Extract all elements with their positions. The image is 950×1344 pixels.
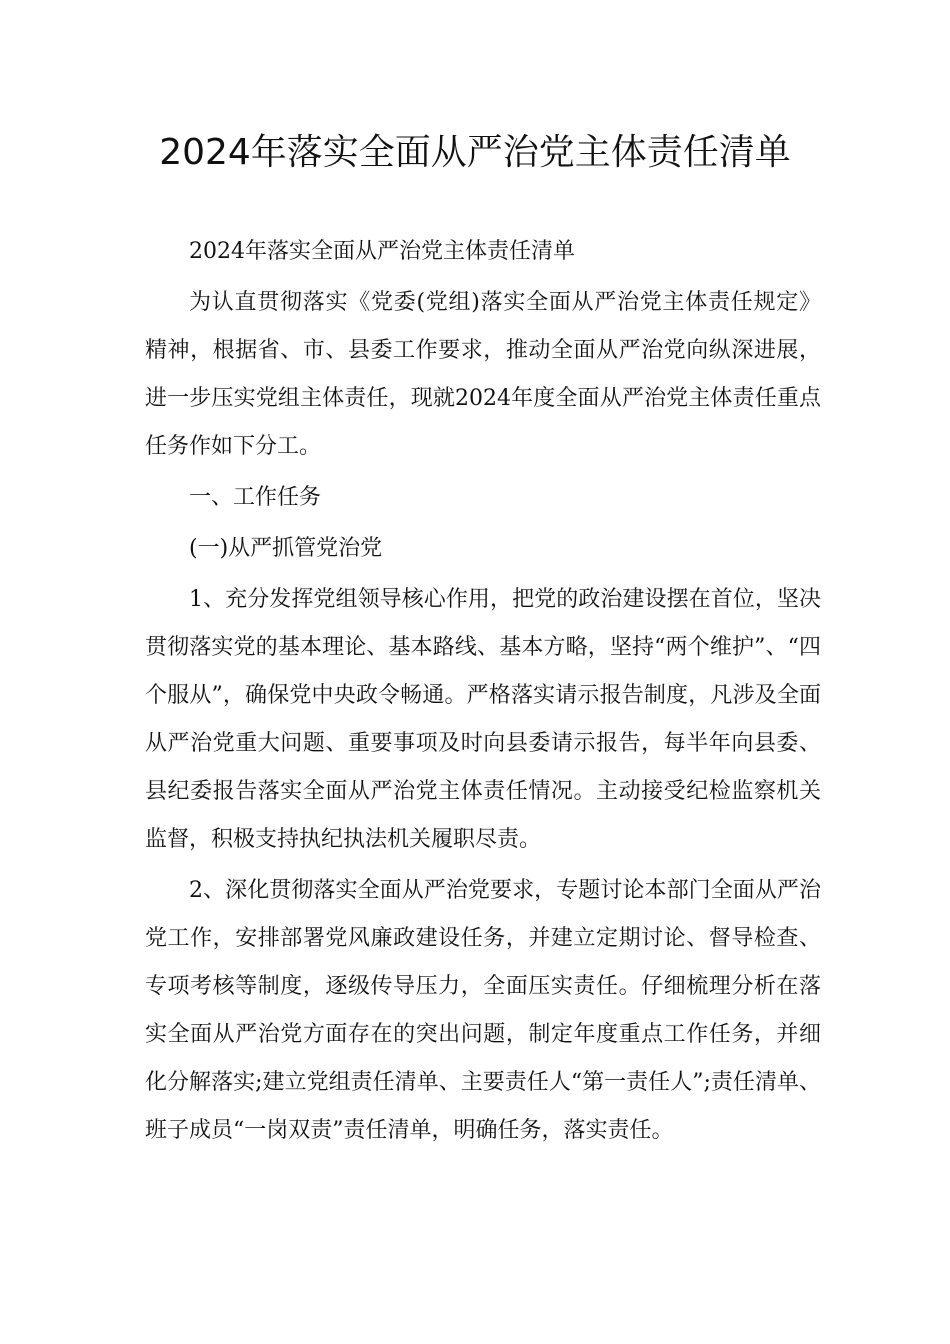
section-heading: 一、工作任务 (189, 485, 322, 510)
intro-paragraph: 为认直贯彻落实《党委(党组)落实全面从严治党主体责任规定》精神，根据省、市、县委工作要求，推动全面从严治党向纵深进展，进一步压实党组主体责任，现就2024年度全面从严治党主体责任重点任务作如下分工。 (145, 290, 821, 459)
subsection-heading: (一)从严抓管党治党 (189, 536, 383, 561)
document-body (145, 228, 821, 1158)
task-paragraph-2: 2、深化贯彻落实全面从严治党要求，专题讨论本部门全面从严治党工作，安排部署党风廉政建设任务，并建立定期讨论、督导检查、专项考核等制度，逐级传导压力，全面压实责任。仔细梳理分析在落实全面从严治党方面存在的突出问题，制定年度重点工作任务，并细化分解落实;建立党组责任清单、主要责任人“第一责任人”;责任清单、班子成员“一岗双责”责任清单，明确任务，落实责任。 (145, 878, 821, 1143)
document-title: 2024年落实全面从严治党主体责任清单 (159, 132, 791, 173)
subtitle-paragraph: 2024年落实全面从严治党主体责任清单 (189, 239, 575, 264)
task-paragraph-1: 1、充分发挥党组领导核心作用，把党的政治建设摆在首位，坚决贯彻落实党的基本理论、基本路线、基本方略，坚持“两个维护”、“四个服从”，确保党中央政令畅通。严格落实请示报告制度，凡涉及全面从严治党重大问题、重要事项及时向县委请示报告，每半年向县委、县纪委报告落实全面从严治党主体责任情况。主动接受纪检监察机关监督，积极支持执纪执法机关履职尽责。 (145, 587, 821, 852)
